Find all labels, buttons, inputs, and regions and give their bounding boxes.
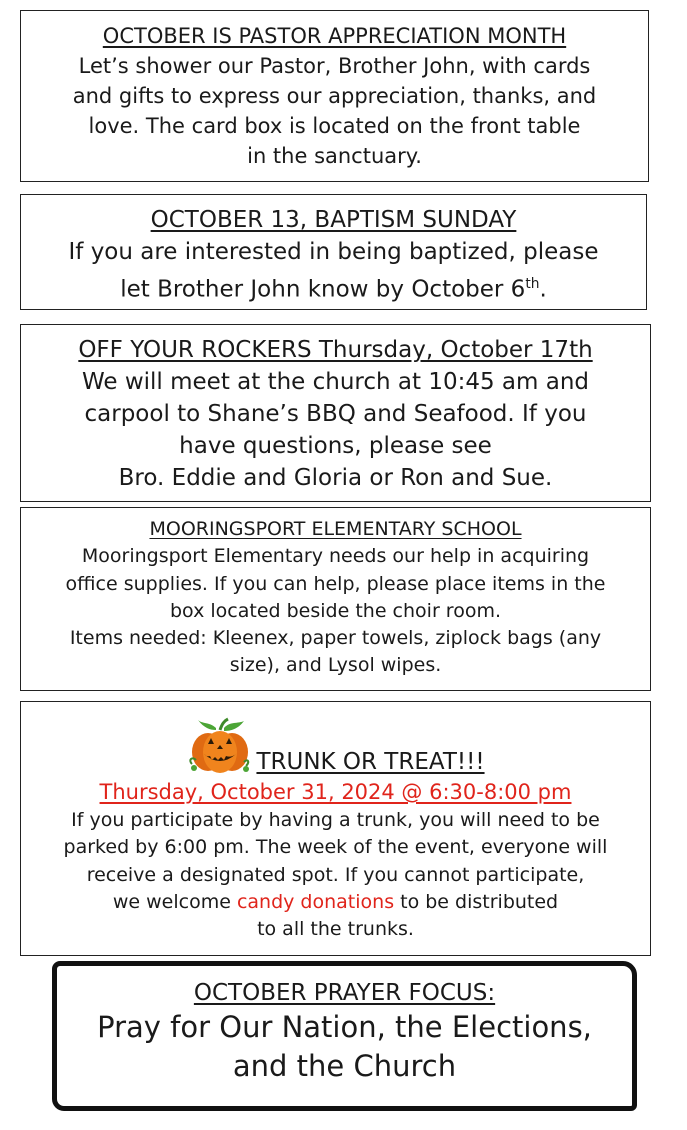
off-your-rockers-line-2: carpool to Shane’s BBQ and Seafood. If you <box>84 401 587 427</box>
pastor-appreciation-line-1: Let’s shower our Pastor, Brother John, with cards <box>78 54 591 78</box>
off-your-rockers-box <box>20 324 651 502</box>
pastor-appreciation-line-2: and gifts to express our appreciation, thanks, and <box>72 84 597 108</box>
candy-donations-highlight: candy donations <box>236 890 395 913</box>
mooringsport-line-4: Items needed: Kleenex, paper towels, ziplock bags (any <box>69 627 602 650</box>
baptism-line-1: If you are interested in being baptized, please <box>68 239 599 265</box>
mooringsport-line-2: office supplies. If you can help, please place items in the <box>65 572 606 595</box>
prayer-focus-box <box>52 961 637 1111</box>
mooringsport-line-1: Mooringsport Elementary needs our help in acquiring <box>81 545 590 568</box>
pastor-appreciation-heading: OCTOBER IS PASTOR APPRECIATION MONTH <box>102 24 567 48</box>
off-your-rockers-line-4: Bro. Eddie and Gloria or Ron and Sue. <box>118 465 553 491</box>
baptism-line-2-end: . <box>539 276 547 303</box>
trunk-or-treat-heading: TRUNK OR TREAT!!! <box>256 749 485 775</box>
trunk-or-treat-line-4-end: to be distributed <box>394 890 559 913</box>
mooringsport-box <box>20 507 651 691</box>
trunk-or-treat-line-4 <box>21 889 650 916</box>
pastor-appreciation-line-4: in the sanctuary. <box>247 144 422 168</box>
pastor-appreciation-box <box>20 10 649 182</box>
trunk-or-treat-title-row <box>21 710 650 776</box>
trunk-or-treat-line-3: receive a designated spot. If you cannot participate, <box>86 863 585 886</box>
trunk-or-treat-date: Thursday, October 31, 2024 @ 6:30-8:00 pm <box>99 780 572 804</box>
baptism-ordinal-suffix: th <box>525 276 540 292</box>
baptism-box <box>20 194 647 310</box>
trunk-or-treat-line-4-start: we welcome <box>112 890 237 913</box>
prayer-focus-heading: OCTOBER PRAYER FOCUS: <box>193 980 496 1006</box>
off-your-rockers-line-1: We will meet at the church at 10:45 am and <box>81 369 590 395</box>
trunk-or-treat-line-2: parked by 6:00 pm. The week of the event, everyone will <box>63 836 608 859</box>
baptism-line-2-text: let Brother John know by October 6 <box>120 276 526 303</box>
mooringsport-heading: MOORINGSPORT ELEMENTARY SCHOOL <box>149 518 522 540</box>
baptism-heading: OCTOBER 13, BAPTISM SUNDAY <box>150 207 517 233</box>
pumpkin-icon <box>186 716 254 776</box>
trunk-or-treat-line-5: to all the trunks. <box>257 918 414 941</box>
baptism-line-2 <box>21 268 646 306</box>
prayer-focus-line-2: and the Church <box>232 1049 457 1083</box>
trunk-or-treat-box <box>20 701 651 956</box>
prayer-focus-line-1: Pray for Our Nation, the Elections, <box>97 1010 592 1044</box>
pastor-appreciation-line-3: love. The card box is located on the front table <box>88 114 581 138</box>
mooringsport-line-5: size), and Lysol wipes. <box>229 654 442 677</box>
off-your-rockers-line-3: have questions, please see <box>179 433 492 459</box>
off-your-rockers-heading: OFF YOUR ROCKERS Thursday, October 17th <box>78 337 593 363</box>
trunk-or-treat-line-1: If you participate by having a trunk, you will need to be <box>71 809 600 831</box>
mooringsport-line-3: box located beside the choir room. <box>170 599 501 622</box>
